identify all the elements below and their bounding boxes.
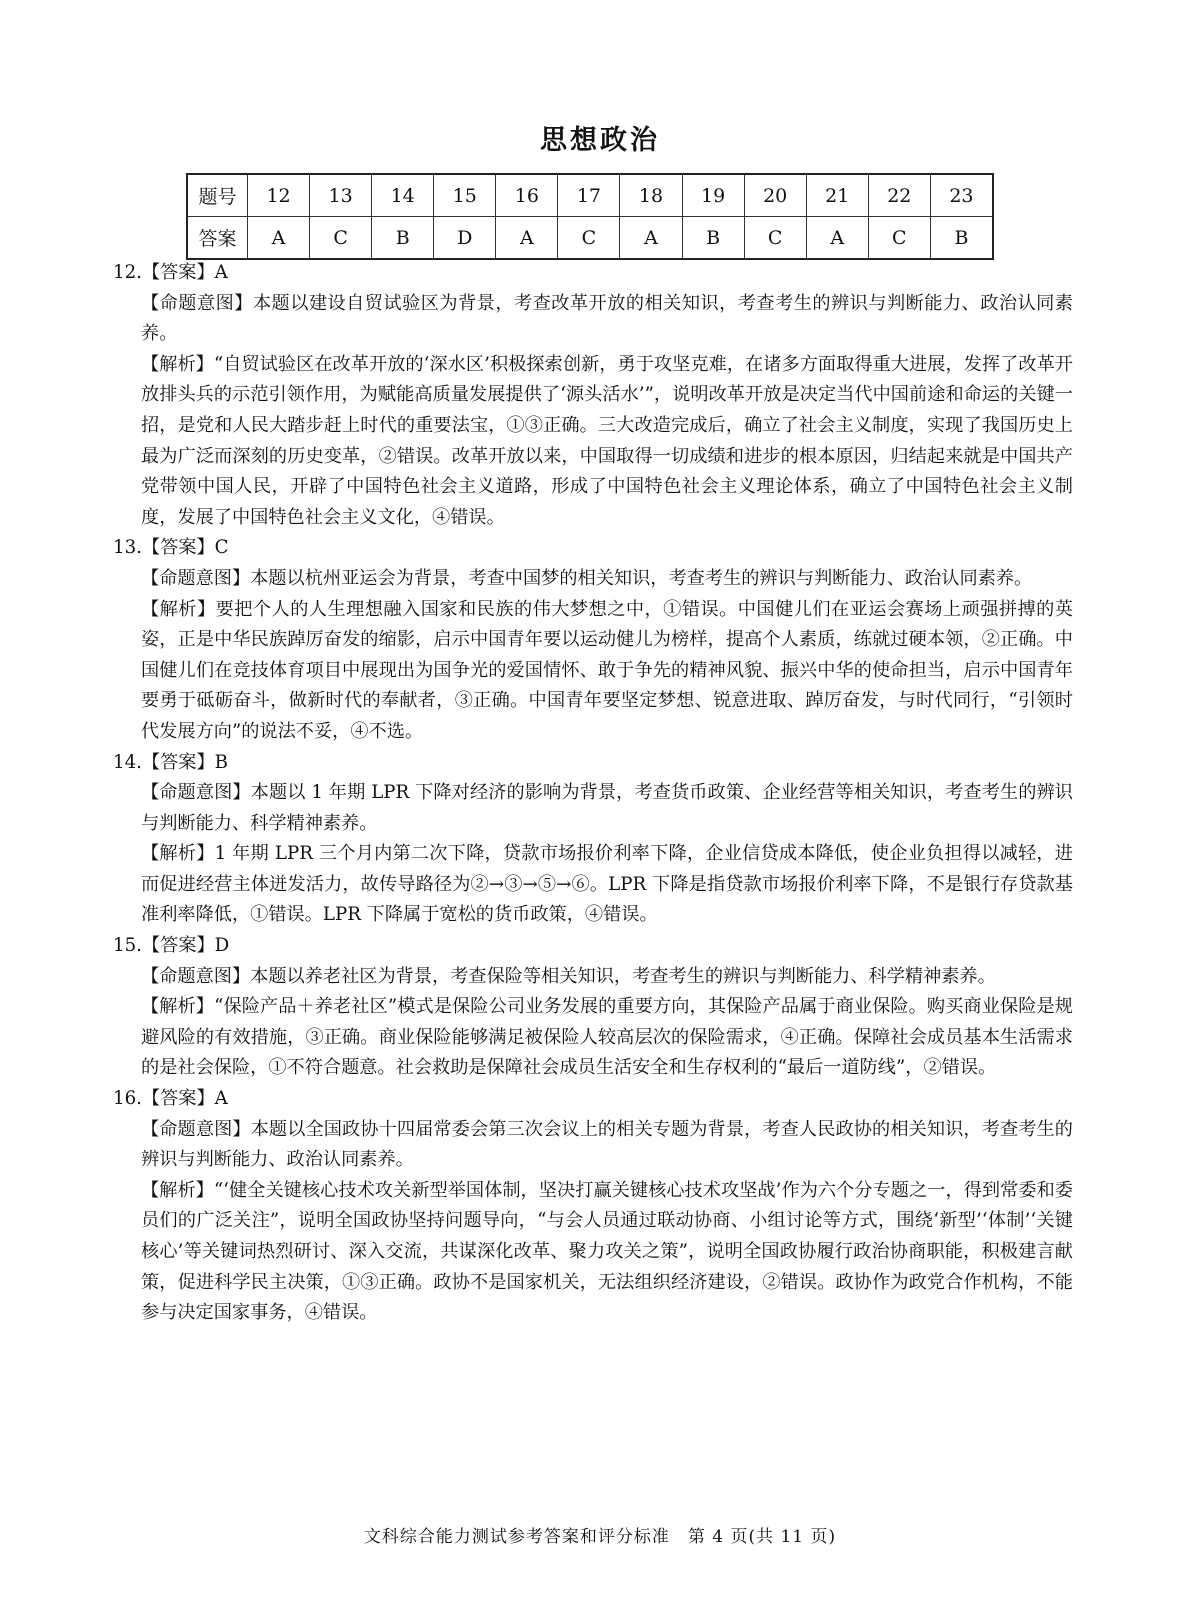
answer-cell: A — [248, 217, 310, 260]
answer-cell: B — [930, 217, 993, 260]
answer-table — [186, 173, 994, 260]
answer-cell: C — [868, 217, 930, 260]
question-intent: 【命题意图】本题以建设自贸试验区为背景，考查改革开放的相关知识，考查考生的辨识与判断能力、政治认同素养。 — [141, 292, 1073, 345]
question-number-cell: 21 — [806, 174, 868, 217]
answer-table-number-row — [187, 174, 993, 217]
question-number-cell: 16 — [496, 174, 558, 217]
question-intent: 【命题意图】本题以杭州亚运会为背景，考查中国梦的相关知识，考查考生的辨识与判断能力、政治认同素养。 — [141, 567, 1033, 589]
number-row-header: 题号 — [187, 174, 248, 217]
question-analysis: 【解析】“‘健全关键核心技术攻关新型举国体制，坚决打赢关键核心技术攻坚战’作为六个分专题之一，得到常委和委员们的广泛关注”，说明全国政协坚持问题导向，“与会人员通过联动协商、小组讨论等方式，围绕‘新型’‘体制’‘关键核心’等关键词热烈研讨、深入交流，共谋深化改革、聚力攻关之策”，说明全国政协履行政治协商职能，积极建言献策，促进科学民主决策，①③正确。政协不是国家机关，无法组织经济建设，②错误。政协作为政党合作机构，不能参与决定国家事务，④错误。 — [141, 1179, 1073, 1324]
question-number-cell: 13 — [310, 174, 372, 217]
question-answer-header: 13.【答案】C — [113, 537, 229, 559]
question-number-cell: 22 — [868, 174, 930, 217]
question-analysis: 【解析】“自贸试验区在改革开放的‘深水区’积极探索创新，勇于攻坚克难，在诸多方面取得重大进展，发挥了改革开放排头兵的示范引领作用，为赋能高质量发展提供了‘源头活水’”，说明改革开放是决定当代中国前途和命运的关键一招，是党和人民大踏步赶上时代的重要法宝，①③正确。三大改造完成后，确立了社会主义制度，实现了我国历史上最为广泛而深刻的历史变革，②错误。改革开放以来，中国取得一切成绩和进步的根本原因，归结起来就是中国共产党带领中国人民，开辟了中国特色社会主义道路，形成了中国特色社会主义理论体系，确立了中国特色社会主义制度，发展了中国特色社会主义文化，④错误。 — [141, 353, 1073, 528]
question-number-cell: 12 — [248, 174, 310, 217]
question-13 — [113, 533, 1073, 747]
answer-row-header: 答案 — [187, 217, 248, 260]
answer-cell: A — [620, 217, 682, 260]
question-number-cell: 17 — [558, 174, 620, 217]
answer-cell: D — [434, 217, 496, 260]
question-16 — [113, 1084, 1073, 1329]
question-number-cell: 20 — [744, 174, 806, 217]
page-title: 思想政治 — [540, 125, 660, 156]
question-number-cell: 18 — [620, 174, 682, 217]
answer-table-answer-row — [187, 217, 993, 260]
question-12 — [113, 258, 1073, 533]
question-answer-header: 16.【答案】A — [113, 1088, 228, 1110]
question-intent: 【命题意图】本题以 1 年期 LPR 下降对经济的影响为背景，考查货币政策、企业经营等相关知识，考查考生的辨识与判断能力、科学精神素养。 — [141, 782, 1073, 834]
question-intent: 【命题意图】本题以养老社区为背景，考查保险等相关知识，考查考生的辨识与判断能力、科学精神素养。 — [141, 965, 996, 987]
answer-explanations — [113, 258, 1073, 1329]
question-intent: 【命题意图】本题以全国政协十四届常委会第三次会议上的相关专题为背景，考查人民政协的相关知识，考查考生的辨识与判断能力、政治认同素养。 — [141, 1118, 1073, 1171]
answer-cell: C — [558, 217, 620, 260]
question-analysis: 【解析】1 年期 LPR 三个月内第二次下降，贷款市场报价利率下降，企业信贷成本降低，使企业负担得以减轻，进而促进经营主体迸发活力，故传导路径为②→③→⑤→⑥。LPR 下降是指贷款市场报价利率下降，不是银行存贷款基准利率降低，①错误。LPR 下降属于宽松的货币政策，④错误。 — [141, 843, 1073, 926]
question-number-cell: 15 — [434, 174, 496, 217]
answer-cell: A — [496, 217, 558, 260]
answer-cell: C — [744, 217, 806, 260]
question-answer-header: 14.【答案】B — [113, 751, 229, 773]
question-analysis: 【解析】“保险产品＋养老社区”模式是保险公司业务发展的重要方向，其保险产品属于商业保险。购买商业保险是规避风险的有效措施，③正确。商业保险能够满足被保险人较高层次的保险需求，④正确。保障社会成员基本生活需求的是社会保险，①不符合题意。社会救助是保障社会成员生活安全和生存权利的“最后一道防线”，②错误。 — [141, 996, 1073, 1079]
question-answer-header: 12.【答案】A — [113, 262, 228, 283]
question-number-cell: 14 — [372, 174, 434, 217]
question-number-cell: 19 — [682, 174, 744, 217]
answer-cell: B — [372, 217, 434, 260]
question-number-cell: 23 — [930, 174, 993, 217]
question-14 — [113, 748, 1073, 932]
answer-cell: A — [806, 217, 868, 260]
answer-cell: B — [682, 217, 744, 260]
page-footer: 文科综合能力测试参考答案和评分标准 第 4 页(共 11 页) — [363, 1527, 837, 1547]
question-answer-header: 15.【答案】D — [113, 935, 230, 957]
question-analysis: 【解析】要把个人的人生理想融入国家和民族的伟大梦想之中，①错误。中国健儿们在亚运会赛场上顽强拼搏的英姿，正是中华民族踔厉奋发的缩影，启示中国青年要以运动健儿为榜样，提高个人素质，练就过硬本领，②正确。中国健儿们在竞技体育项目中展现出为国争光的爱国情怀、敢于争先的精神风貌、振兴中华的使命担当，启示中国青年要勇于砥砺奋斗，做新时代的奉献者，③正确。中国青年要坚定梦想、锐意进取、踔厉奋发，与时代同行，“引领时代发展方向”的说法不妥，④不选。 — [141, 598, 1073, 742]
question-15 — [113, 931, 1073, 1084]
answer-cell: C — [310, 217, 372, 260]
